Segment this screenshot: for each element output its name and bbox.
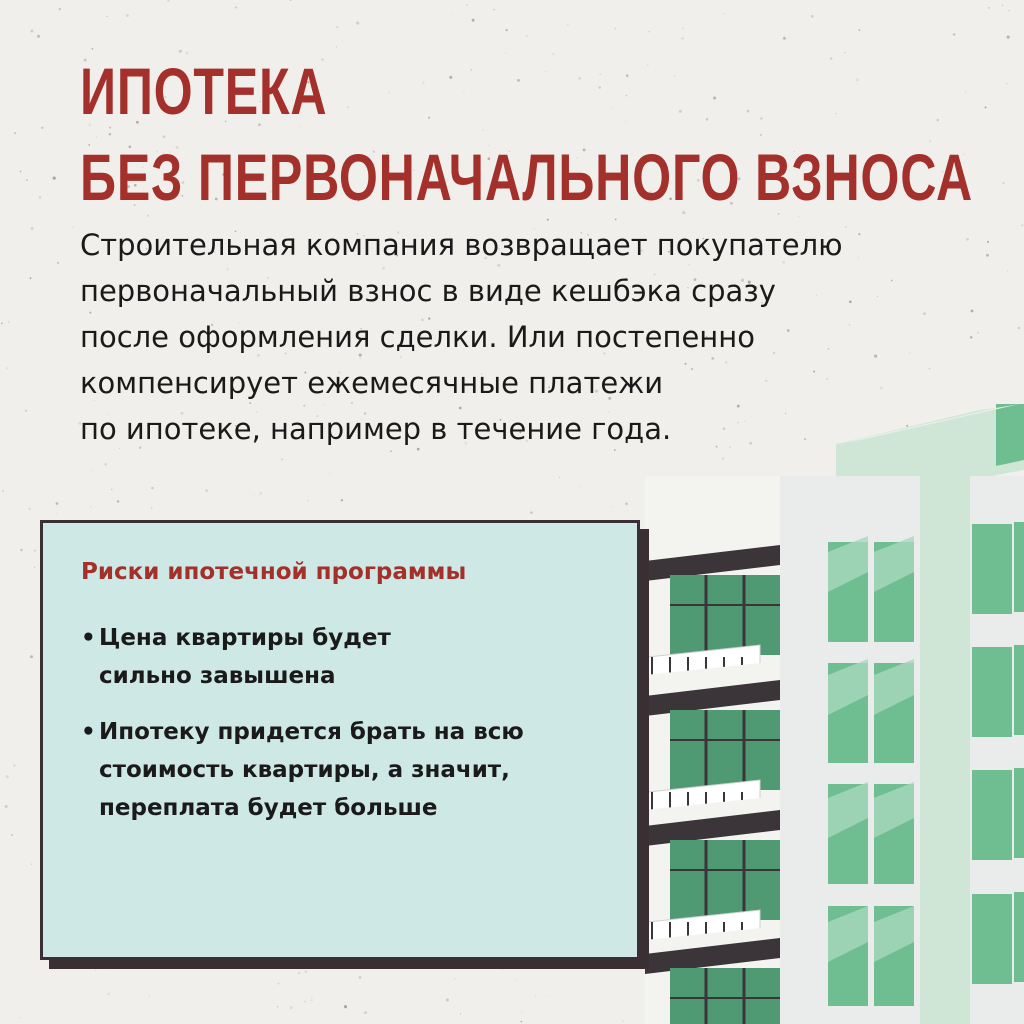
balcony-window bbox=[670, 710, 780, 790]
window bbox=[972, 770, 1012, 860]
roof-block bbox=[836, 404, 1024, 480]
description-line: по ипотеке, например в течение года. bbox=[80, 412, 672, 446]
risks-box bbox=[40, 520, 640, 960]
balcony-window bbox=[670, 840, 780, 920]
risk-line: переплата будет больше bbox=[99, 795, 438, 821]
list-item bbox=[81, 619, 524, 695]
description-line: Строительная компания возвращает покупателю bbox=[80, 228, 843, 262]
window bbox=[1014, 892, 1024, 982]
bullet-icon: • bbox=[81, 719, 96, 745]
building-pillar bbox=[920, 476, 970, 1024]
roof-block-side bbox=[996, 404, 1024, 466]
list-item bbox=[81, 713, 524, 827]
description-line: после оформления сделки. Или постепенно bbox=[80, 320, 755, 354]
bullet-icon: • bbox=[81, 625, 96, 651]
title-line-2: БЕЗ ПЕРВОНАЧАЛЬНОГО ВЗНОСА bbox=[80, 140, 973, 214]
window bbox=[1014, 768, 1024, 858]
window bbox=[1014, 645, 1024, 735]
balcony-window bbox=[670, 968, 780, 1024]
balcony-window bbox=[670, 575, 780, 655]
description-line: компенсирует ежемесячные платежи bbox=[80, 366, 664, 400]
risks-title: Риски ипотечной программы bbox=[81, 559, 467, 585]
risks-list bbox=[81, 619, 524, 845]
risk-line: стоимость квартиры, а значит, bbox=[99, 757, 510, 783]
risk-line: сильно завышена bbox=[99, 663, 336, 689]
window bbox=[1014, 522, 1024, 612]
window bbox=[972, 524, 1012, 614]
risk-line: Цена квартиры будет bbox=[99, 625, 391, 651]
title-line-1: ИПОТЕКА bbox=[80, 54, 328, 128]
window bbox=[972, 647, 1012, 737]
risk-line: Ипотеку придется брать на всю bbox=[99, 719, 524, 745]
window bbox=[972, 894, 1012, 984]
description-line: первоначальный взнос в виде кешбэка сразу bbox=[80, 274, 776, 308]
